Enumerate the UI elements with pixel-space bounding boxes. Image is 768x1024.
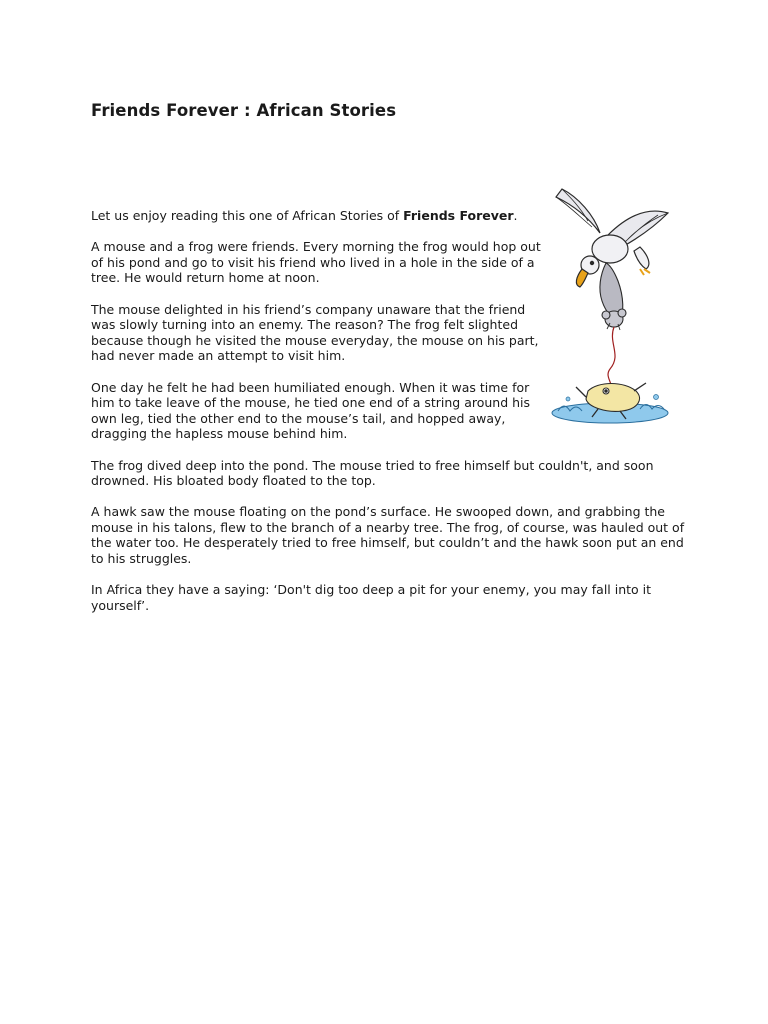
hawk-mouse-frog-illustration — [548, 185, 678, 430]
paragraph-3: One day he felt he had been humiliated enough. When it was time for him to take leave of the mouse, he tied one end of a string around his own leg, tied the other end to the mouse’s tail, and hopped away, dragging the hapless mouse behind him. — [91, 379, 531, 442]
string — [608, 327, 615, 389]
paragraph-2: The mouse delighted in his friend’s company unaware that the friend was slowly turning into an enemy. The reason? The frog felt slighted because though he visited the mouse everyday, the mouse on his part, had never made an attempt to visit him. — [91, 301, 539, 364]
intro-paragraph — [91, 208, 546, 224]
paragraph-1: A mouse and a frog were friends. Every morning the frog would hop out of his pond and go to visit his friend who lived in a hole in the side of a tree. He would return home at noon. — [91, 239, 541, 286]
intro-bold-title: Friends Forever — [403, 208, 514, 223]
intro-prefix: Let us enjoy reading this one of African Stories of — [91, 208, 404, 223]
paragraph-6: In Africa they have a saying: ‘Don't dig too deep a pit for your enemy, you may fall into it yourself’. — [91, 582, 652, 613]
intro-suffix: . — [513, 208, 518, 223]
page-title: Friends Forever : African Stories — [91, 101, 397, 120]
paragraph-5: A hawk saw the mouse floating on the pond’s surface. He swooped down, and grabbing the mouse in his talons, flew to the branch of a nearby tree. The frog, of course, was hauled out of the water too. He desperately tried to free himself, but couldn’t and the hawk soon put an end to his struggles. — [91, 504, 685, 567]
mouse — [600, 263, 626, 330]
paragraph-4: The frog dived deep into the pond. The mouse tried to free himself but couldn't, and soon drowned. His bloated body floated to the top. — [91, 457, 654, 489]
